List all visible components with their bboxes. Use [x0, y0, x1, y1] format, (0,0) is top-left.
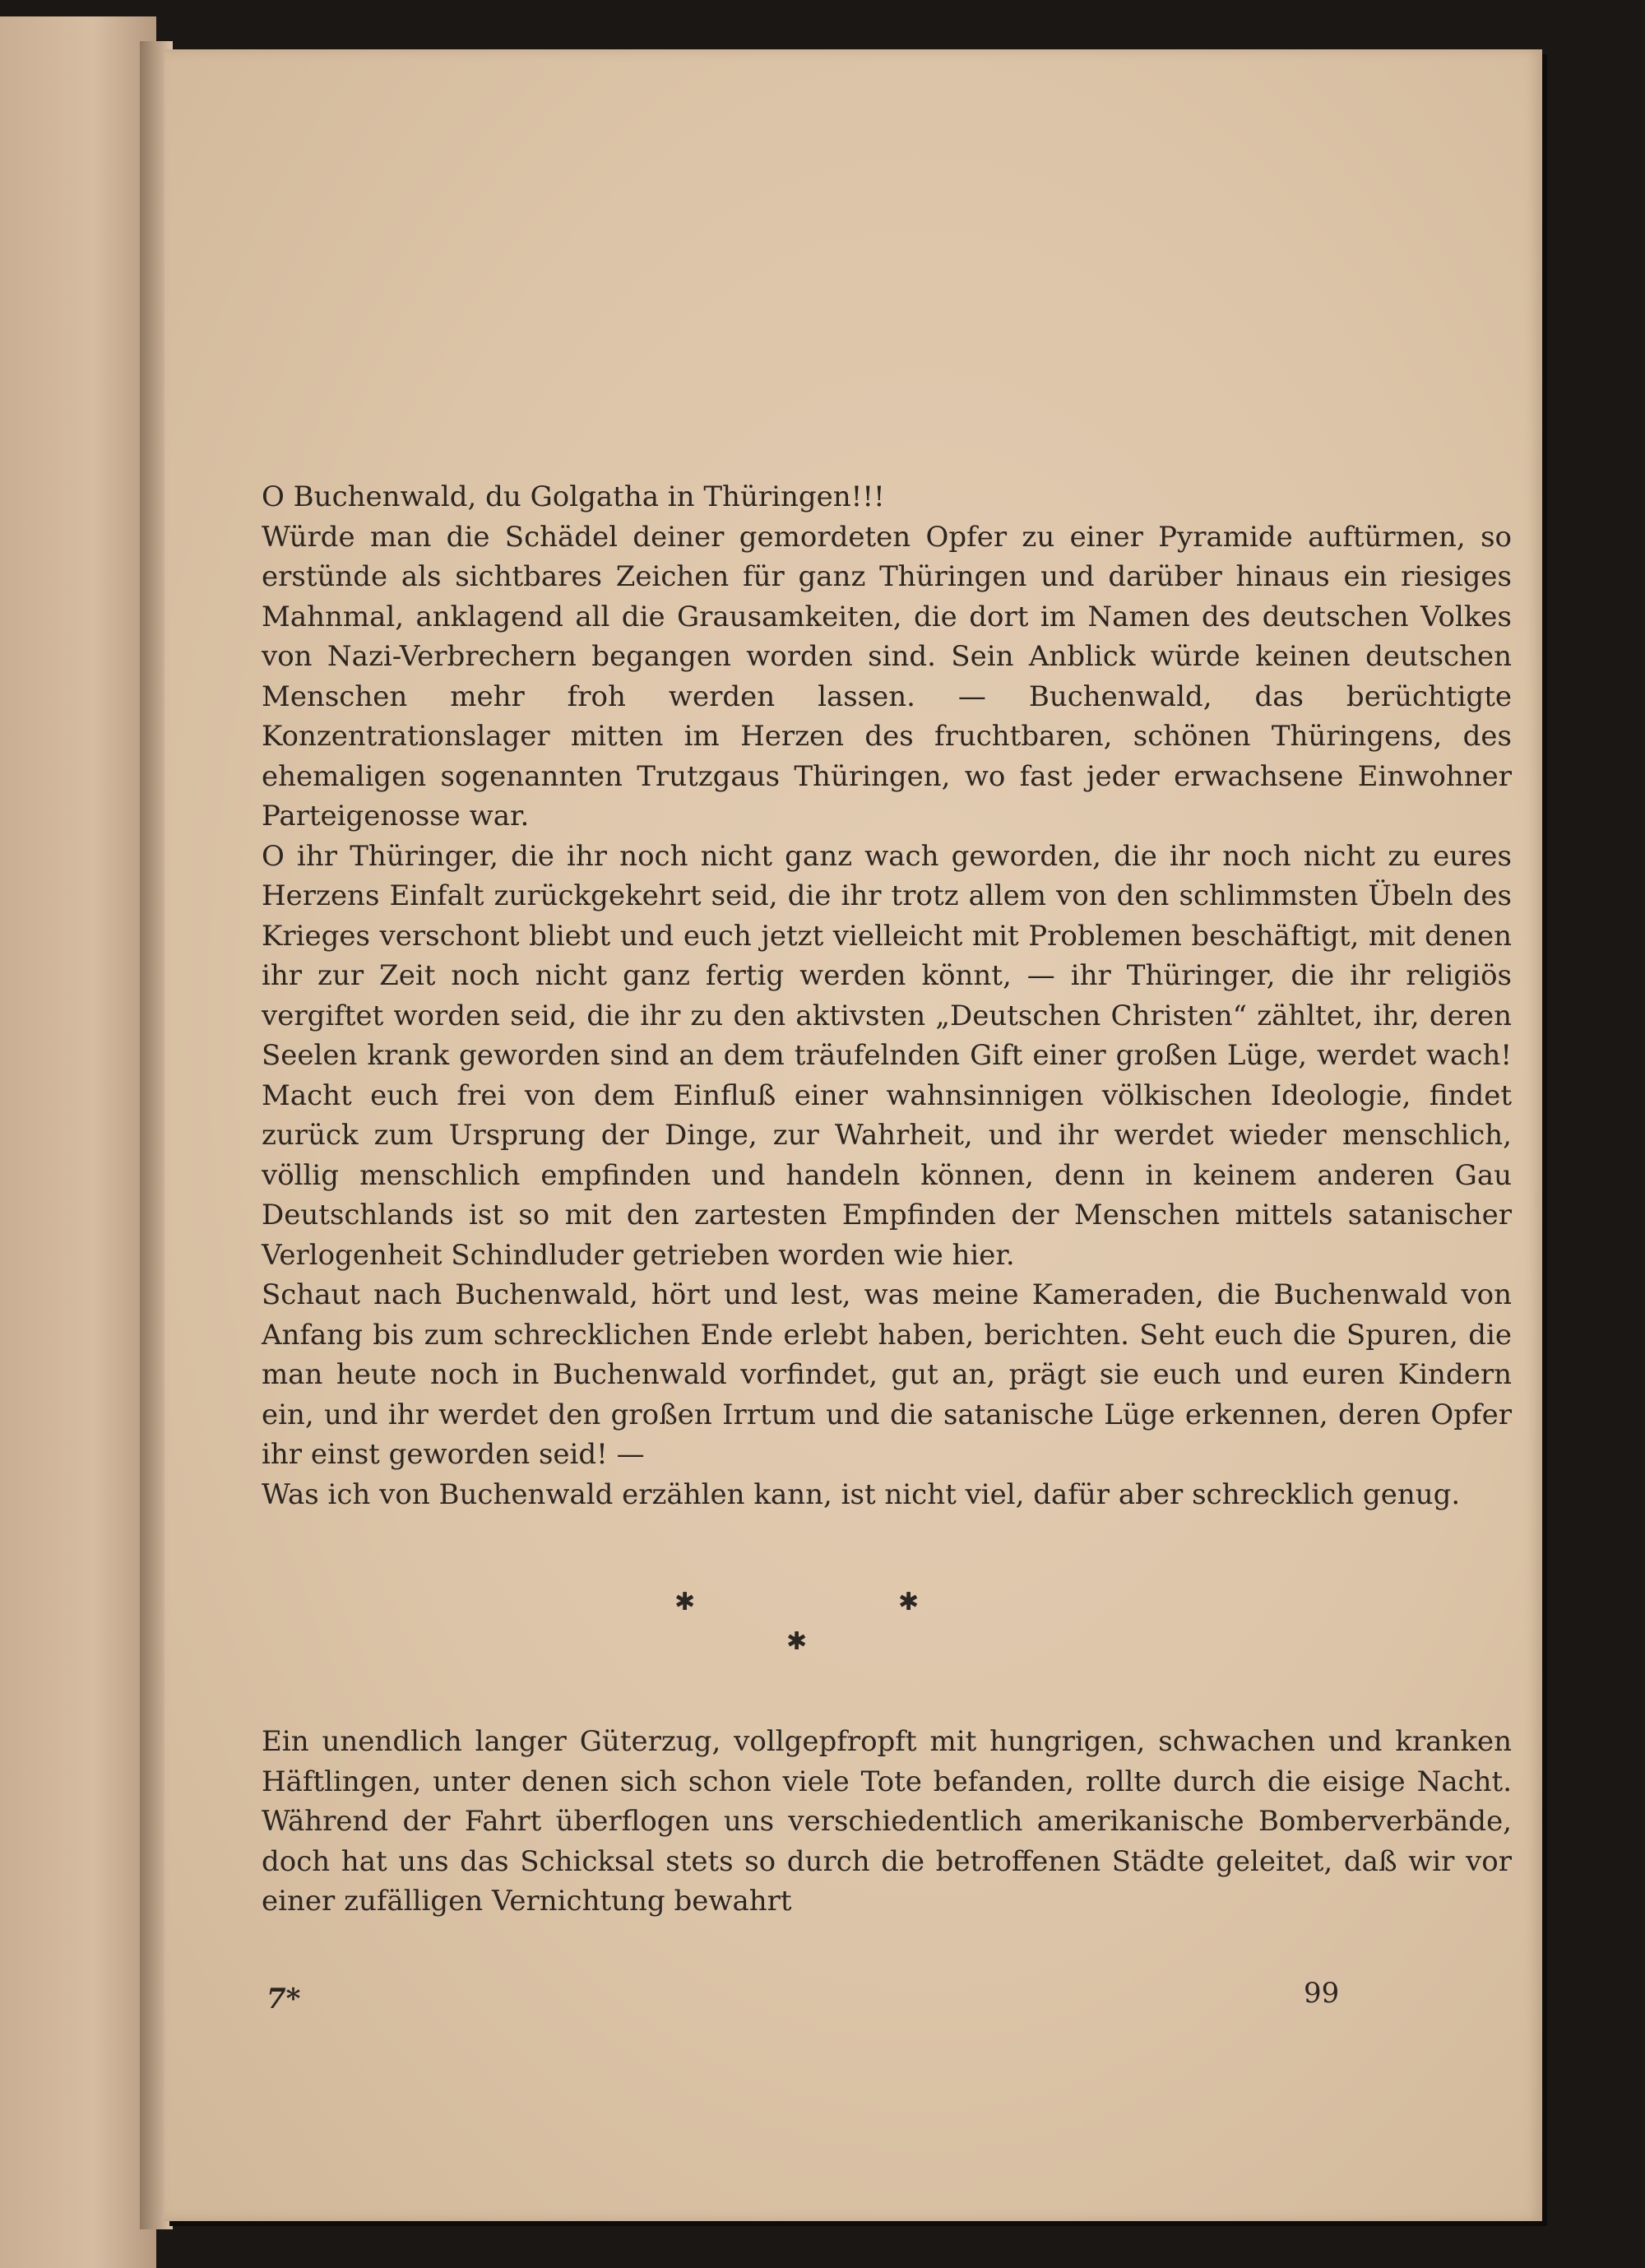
- spacer: [262, 1514, 1512, 1590]
- paragraph: Würde man die Schädel deiner gemordeten Opfer zu einer Pyramide auftürmen, so erstünde als sichtbares Zeichen für ganz Thüringen und darüber hinaus ein riesiges Mahnmal, anklagend all die Grausamkeiten, die dort im Namen des deutschen Volkes von Nazi-Verbrechern begangen worden sind. Sein Anblick würde keinen deutschen Menschen mehr froh werden lassen. — Buchenwald, das berüchtigte Konzentrationslager mitten im Herzen des fruchtbaren, schönen Thüringens, des ehemaligen sogenannten Trutzgaus Thüringen, wo fast jeder erwachsene Einwohner Parteigenosse war.: [262, 520, 1512, 833]
- paragraph: O ihr Thüringer, die ihr noch nicht ganz wach geworden, die ihr noch nicht zu eures Herzens Einfalt zurückgekehrt seid, die ihr trotz allem von den schlimmsten Übeln des Krieges verschont bliebt und euch jetzt vielleicht mit Problemen beschäftigt, mit denen ihr zur Zeit noch nicht ganz fertig werden könnt, — ihr Thüringer, die ihr religiös vergiftet worden seid, die ihr zu den aktivsten „Deutschen Christen“ zähltet, ihr, deren Seelen krank geworden sind an dem träufelnden Gift einer großen Lüge, werdet wach! Macht euch frei von dem Einfluß einer wahnsinnigen völkischen Ideologie, findet zurück zum Ursprung der Dinge, zur Wahrheit, und ihr werdet wieder menschlich, völlig menschlich empfinden und handeln können, denn in keinem anderen Gau Deutschlands ist so mit den zartesten Empfinden der Menschen mittels satanischer Verlogenheit Schindluder getrieben worden wie hier.: [262, 839, 1512, 1272]
- paragraph: Was ich von Buchenwald erzählen kann, ist nicht viel, dafür aber schrecklich genug.: [262, 1477, 1461, 1511]
- book-page: [164, 49, 1542, 2221]
- page-text: [262, 477, 1512, 1922]
- section-separator: [262, 1590, 1512, 1664]
- separator-star: ✱: [786, 1627, 808, 1656]
- separator-star: ✱: [674, 1588, 696, 1616]
- paragraph: Ein unendlich langer Güterzug, vollgepfropft mit hungrigen, schwachen und kranken Häftlingen, unter denen sich schon viele Tote befanden, rollte durch die eisige Nacht. Während der Fahrt überflogen uns verschiedentlich amerikanische Bomberverbände, doch hat uns das Schicksal stets so durch die betroffenen Städte geleitet, daß wir vor einer zufälligen Vernichtung bewahrt: [262, 1725, 1512, 1918]
- paragraph: Schaut nach Buchenwald, hört und lest, was meine Kameraden, die Buchenwald von Anfang bis zum schrecklichen Ende erlebt haben, berichten. Seht euch die Spuren, die man heute noch in Buchenwald vorfindet, gut an, prägt sie euch und euren Kindern ein, und ihr werdet den großen Irrtum und die satanische Lüge erkennen, deren Opfer ihr einst geworden seid! —: [262, 1278, 1512, 1471]
- left-page-edge: [0, 16, 156, 2268]
- separator-star: ✱: [898, 1588, 920, 1616]
- signature-mark: 7*: [266, 1983, 301, 2015]
- spacer: [262, 1664, 1512, 1722]
- heading-line: O Buchenwald, du Golgatha in Thüringen!!!: [262, 480, 885, 513]
- page-number: 99: [1304, 1977, 1340, 2010]
